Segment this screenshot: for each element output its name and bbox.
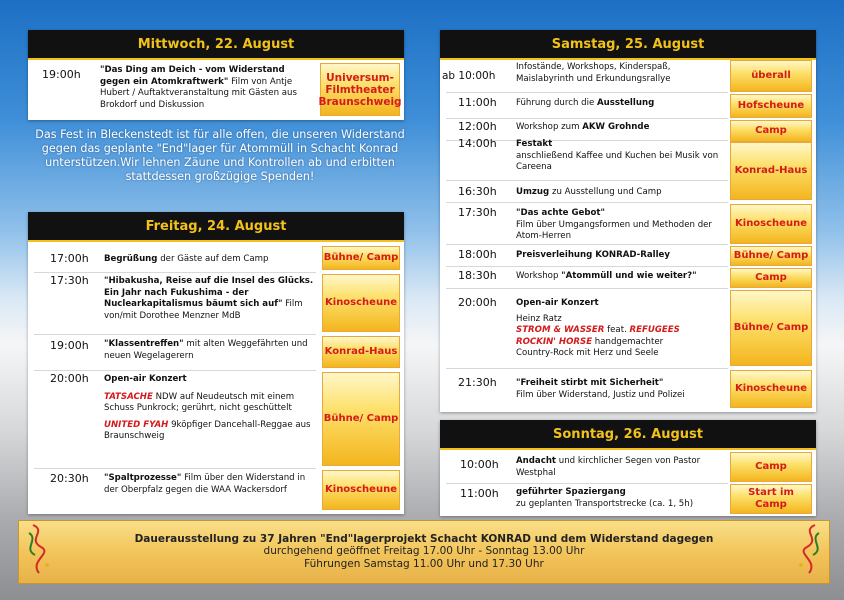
band-description: feat. xyxy=(604,325,630,336)
event-text: zu geplanten Transportstrecke (ca. 1, 5h) xyxy=(516,498,694,509)
event-title: Umzug xyxy=(516,187,550,197)
event-title: Ausstellung xyxy=(597,98,655,108)
event-location: Konrad-Haus xyxy=(730,142,812,200)
event-description xyxy=(100,65,316,111)
event-title: geführter Spaziergang xyxy=(516,487,626,497)
event-text: der Gäste auf dem Camp xyxy=(157,254,269,264)
event-location: Bühne/ Camp xyxy=(730,246,812,266)
event-text: anschließend Kaffee und Kuchen bei Musik von Careena xyxy=(516,150,719,173)
event-time: 11:00h xyxy=(460,487,499,500)
event-time: 19:00h xyxy=(42,68,81,81)
event-text: mit alten Weggefährten und neuen Wegelagerern xyxy=(104,339,308,361)
event-location: überall xyxy=(730,60,812,92)
band-name: TATSACHE xyxy=(104,391,153,402)
streamer-right-icon xyxy=(793,521,823,581)
event-time: 20:30h xyxy=(50,472,89,485)
event-description xyxy=(516,271,726,283)
banner-title: Dauerausstellung zu 37 Jahren "End"lagerprojekt Schacht KONRAD und dem Widerstand dagegen xyxy=(134,533,714,545)
exhibition-banner xyxy=(18,520,830,584)
saturday-panel xyxy=(440,30,816,412)
event-location: Kinoscheune xyxy=(322,470,400,510)
event-location: Hofscheune xyxy=(730,94,812,118)
event-title: "Freiheit stirbt mit Sicherheit" xyxy=(516,378,664,388)
event-text: Führung durch die xyxy=(516,98,597,108)
saturday-header: Samstag, 25. August xyxy=(440,30,816,60)
divider xyxy=(446,92,728,93)
friday-header: Freitag, 24. August xyxy=(28,212,404,242)
banner-opening-hours: durchgehend geöffnet Freitag 17.00 Uhr - Sonntag 13.00 Uhr xyxy=(263,545,585,557)
event-time: 10:00h xyxy=(460,458,499,471)
event-location: Kinoscheune xyxy=(322,274,400,332)
band-name: ROCKIN' HORSE xyxy=(516,336,593,347)
event-location: Bühne/ Camp xyxy=(322,372,400,466)
divider xyxy=(446,266,728,267)
event-title: "Das Ding am Deich - vom Widerstand gegen ein Atomkraftwerk" xyxy=(100,65,285,87)
event-description xyxy=(516,187,726,199)
event-text: zu Ausstellung und Camp xyxy=(549,187,662,197)
divider xyxy=(446,368,728,369)
divider xyxy=(446,244,728,245)
event-time: 17:00h xyxy=(50,252,89,265)
banner-tours: Führungen Samstag 11.00 Uhr und 17.30 Uhr xyxy=(304,558,544,570)
event-description xyxy=(516,122,726,134)
event-description xyxy=(104,254,318,266)
event-time: 20:00h xyxy=(458,296,497,309)
event-location: Bühne/ Camp xyxy=(730,290,812,366)
event-text: Film von Antje Hubert / Auftaktveranstaltung mit Gästen aus Brokdorf und Diskussion xyxy=(100,76,297,110)
event-text: Infostände, Workshops, Kinderspaß, Maislabyrinth und Erkundungsrallye xyxy=(516,62,671,84)
event-description xyxy=(516,208,726,243)
event-title: "Spaltprozesse" xyxy=(104,473,182,483)
info-text: Das Fest in Bleckenstedt ist für alle offen, die unseren Widerstand gegen das geplante "End"lager für Atommüll in Schacht Konrad unterstützen.Wir lehnen Zäune und Kontrollen ab und erbitten stattdessen großzügige Spenden! xyxy=(35,128,405,183)
band-name: STROM & WASSER xyxy=(516,325,605,336)
event-title: "Klassentreffen" xyxy=(104,339,184,349)
divider xyxy=(34,334,316,335)
event-time: ab 10:00h xyxy=(442,70,496,82)
event-time: 17:30h xyxy=(458,206,497,219)
event-time: 16:30h xyxy=(458,185,497,198)
streamer-left-icon xyxy=(25,521,55,581)
event-description xyxy=(104,339,318,362)
event-title: Andacht xyxy=(516,456,557,466)
event-description xyxy=(516,378,726,401)
event-time: 18:30h xyxy=(458,269,497,282)
event-location: Start im Camp xyxy=(730,484,812,514)
event-location: Camp xyxy=(730,452,812,482)
event-description xyxy=(516,139,726,174)
sunday-header: Sonntag, 26. August xyxy=(440,420,816,450)
event-description xyxy=(104,374,318,443)
divider xyxy=(446,288,728,289)
event-title: "Atommüll und wie weiter?" xyxy=(561,271,697,281)
divider xyxy=(34,370,316,371)
event-text: Film von/mit Dorothee Menzner MdB xyxy=(104,299,303,321)
event-location: Kinoscheune xyxy=(730,370,812,408)
event-title: Open-air Konzert xyxy=(104,374,187,384)
event-description xyxy=(516,456,726,479)
divider xyxy=(34,468,316,469)
event-description xyxy=(516,98,726,110)
event-description xyxy=(516,62,726,85)
band-description: NDW auf Neudeutsch mit einem Schuss Punkrock; gerührt, nicht geschüttelt xyxy=(104,391,295,414)
artist-name: Heinz Ratz xyxy=(516,313,562,324)
band-description: handgemachter xyxy=(592,336,664,347)
wednesday-header: Mittwoch, 22. August xyxy=(28,30,404,60)
divider xyxy=(446,180,728,181)
band-description: 9köpfiger Dancehall-Reggae aus Braunschweig xyxy=(104,419,311,442)
event-text: Film über Umgangsformen und Methoden der Atom-Herren xyxy=(516,219,712,242)
event-time: 17:30h xyxy=(50,274,89,287)
band-name: UNITED FYAH xyxy=(104,419,169,430)
divider xyxy=(34,272,316,273)
event-location: Camp xyxy=(730,268,812,288)
event-location: Camp xyxy=(730,120,812,142)
event-title: Begrüßung xyxy=(104,254,158,264)
event-text: Workshop zum xyxy=(516,122,583,132)
sunday-panel xyxy=(440,420,816,516)
divider xyxy=(446,483,728,484)
event-description xyxy=(516,487,730,510)
divider xyxy=(446,118,728,119)
event-title: "Das achte Gebot" xyxy=(516,208,605,218)
wednesday-panel xyxy=(28,30,404,120)
event-title: Open-air Konzert xyxy=(516,298,599,308)
event-location: Konrad-Haus xyxy=(322,336,400,368)
event-location: Kinoscheune xyxy=(730,204,812,244)
event-time: 21:30h xyxy=(458,376,497,389)
event-description xyxy=(516,250,726,262)
band-name: REFUGEES xyxy=(629,325,680,336)
band-description: Country-Rock mit Herz und Seele xyxy=(516,348,659,359)
event-time: 12:00h xyxy=(458,120,497,133)
event-description xyxy=(516,298,726,360)
event-time: 20:00h xyxy=(50,372,89,385)
divider xyxy=(446,202,728,203)
event-title: Preisverleihung KONRAD-Ralley xyxy=(516,250,670,260)
event-location: Universum-Filmtheater Braunschweig xyxy=(320,63,400,116)
event-text: und kirchlicher Segen von Pastor Westphal xyxy=(516,456,701,478)
friday-panel xyxy=(28,212,404,514)
event-time: 18:00h xyxy=(458,248,497,261)
event-title: AKW Grohnde xyxy=(582,122,650,132)
event-time: 11:00h xyxy=(458,96,497,109)
event-title: "Hibakusha, Reise auf die Insel des Glücks. Ein Jahr nach Fukushima - der Nuclearkapitalismus bäumt sich auf" xyxy=(104,276,314,310)
event-title: Festakt xyxy=(516,139,553,149)
event-location: Bühne/ Camp xyxy=(322,246,400,270)
event-description xyxy=(104,473,318,496)
event-text: Film über Widerstand, Justiz und Polizei xyxy=(516,389,685,400)
event-text: Workshop xyxy=(516,271,562,281)
event-description xyxy=(104,276,318,322)
event-time: 14:00h xyxy=(458,137,497,150)
event-time: 19:00h xyxy=(50,339,89,352)
event-text: Film über den Widerstand in der Oberpfalz gegen die WAA Wackersdorf xyxy=(104,473,306,495)
